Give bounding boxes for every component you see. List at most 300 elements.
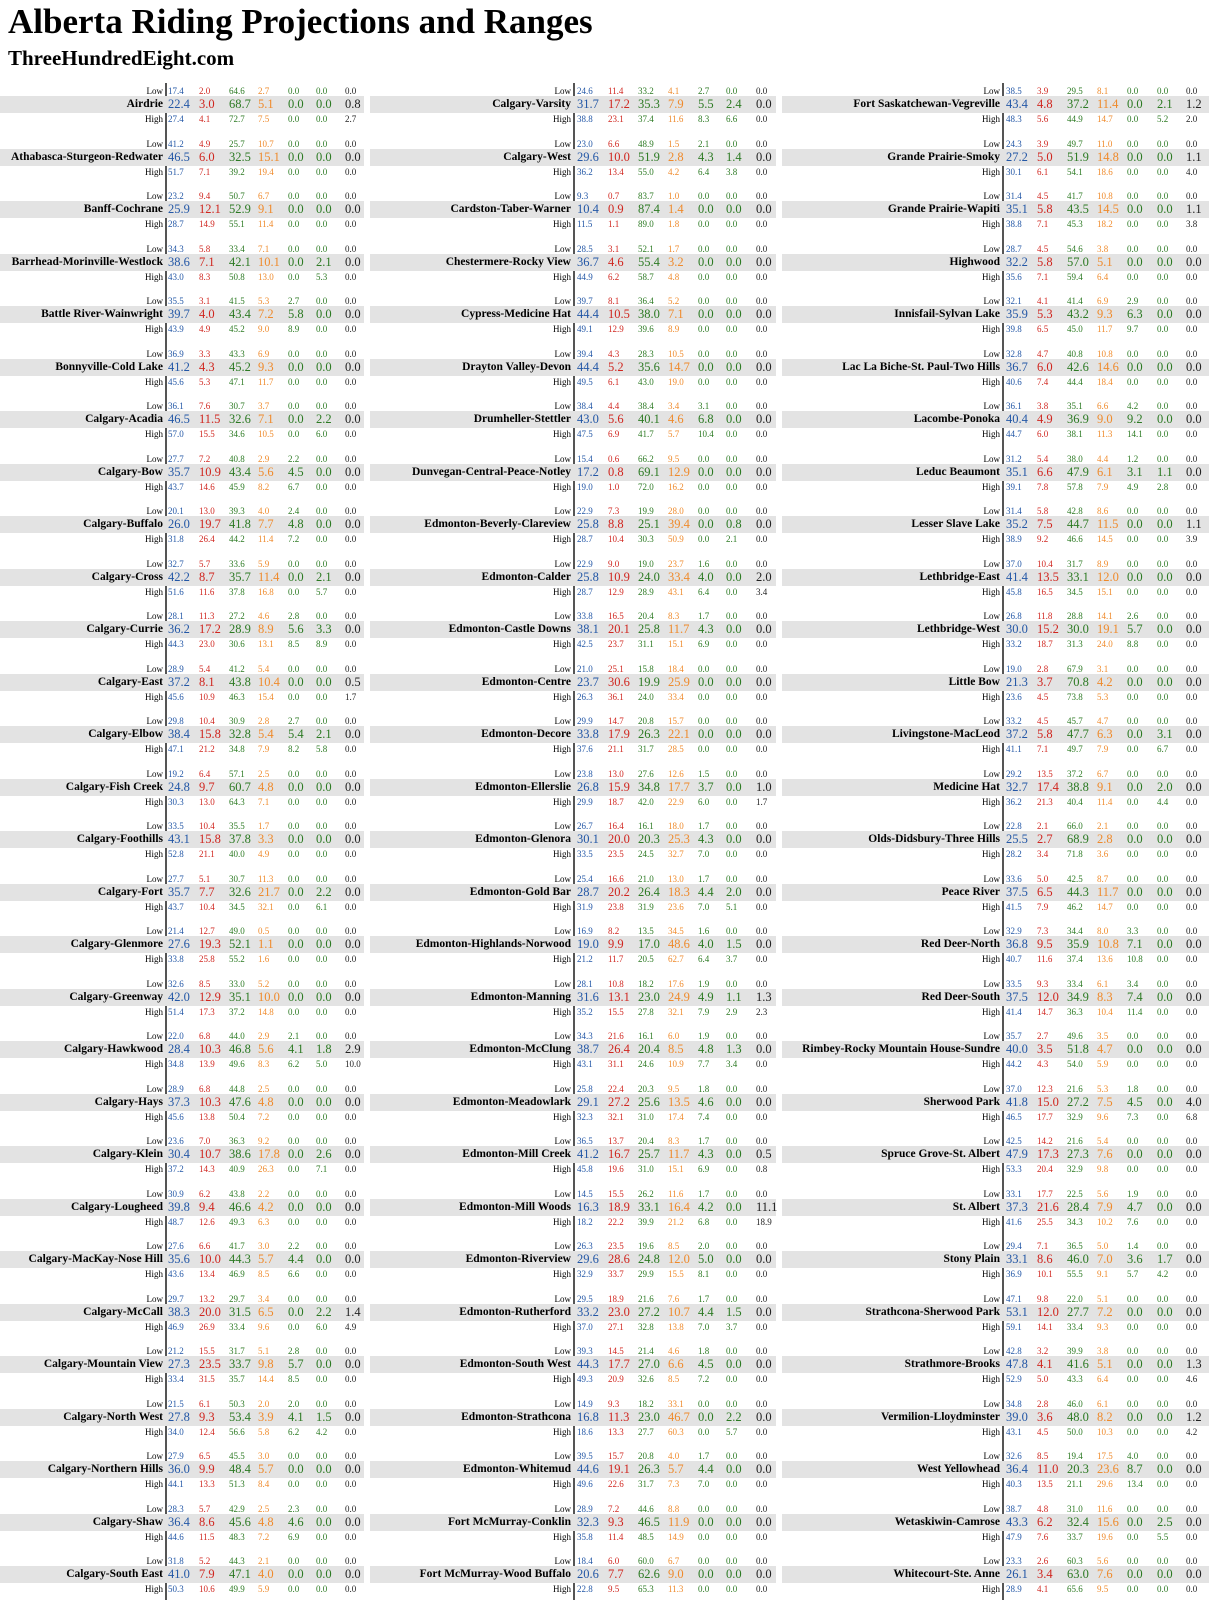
party-value: 1.7 xyxy=(1157,1252,1173,1266)
party-value: 0.0 xyxy=(756,86,768,96)
riding-block xyxy=(370,188,782,241)
party-value: 25.7 xyxy=(638,1147,660,1161)
party-value: 0.0 xyxy=(1127,191,1139,201)
party-value: 16.4 xyxy=(608,821,624,831)
riding-name: Athabasca-Sturgeon-Redwater xyxy=(10,150,163,163)
party-value: 14.1 xyxy=(1097,611,1113,621)
party-value: 0.0 xyxy=(345,954,357,964)
party-value: 0.0 xyxy=(316,1269,328,1279)
party-value: 15.4 xyxy=(258,691,274,702)
party-value: 3.4 xyxy=(1037,1567,1053,1581)
party-value: 4.2 xyxy=(1186,1426,1198,1437)
party-value: 15.1 xyxy=(1097,586,1113,597)
high-label: High xyxy=(553,586,571,597)
riding-block xyxy=(0,1343,370,1396)
party-value: 49.6 xyxy=(229,1059,245,1069)
party-value: 24.6 xyxy=(638,1059,654,1069)
high-label: High xyxy=(982,1059,1000,1069)
riding-block xyxy=(782,766,1215,819)
party-value: 43.4 xyxy=(229,464,251,479)
party-value: 0.0 xyxy=(726,307,742,321)
party-value: 4.8 xyxy=(1037,1503,1049,1514)
party-value: 50.3 xyxy=(168,1584,184,1594)
party-value: 49.6 xyxy=(1067,1031,1083,1041)
party-value: 0.0 xyxy=(1157,1451,1169,1461)
party-value: 2.8 xyxy=(288,1346,300,1356)
high-range-row xyxy=(370,1059,776,1070)
party-value: 0.0 xyxy=(1157,937,1173,951)
party-value: 67.9 xyxy=(1067,663,1083,674)
low-label: Low xyxy=(983,1556,1000,1566)
riding-name: Lacombe-Ponoka xyxy=(913,413,1000,425)
party-value: 0.0 xyxy=(1186,639,1198,649)
party-value: 32.1 xyxy=(608,1111,624,1122)
party-value: 4.5 xyxy=(1037,691,1049,702)
party-value: 40.8 xyxy=(1067,348,1083,359)
low-label: Low xyxy=(146,86,163,96)
riding-name: Battle River-Wainwright xyxy=(41,308,163,320)
party-value: 28.0 xyxy=(668,506,684,516)
party-value: 7.0 xyxy=(698,901,710,912)
party-value: 0.0 xyxy=(345,611,357,621)
low-label: Low xyxy=(983,821,1000,831)
party-value: 0.0 xyxy=(345,796,357,807)
high-label: High xyxy=(145,1374,163,1384)
party-value: 38.3 xyxy=(168,1304,190,1319)
low-label: Low xyxy=(983,663,1000,674)
party-value: 0.0 xyxy=(288,796,300,807)
party-value: 30.0 xyxy=(1006,622,1028,636)
party-value: 0.0 xyxy=(756,464,772,479)
party-value: 0.0 xyxy=(1127,1136,1139,1146)
party-value: 27.7 xyxy=(168,873,184,884)
low-label: Low xyxy=(146,978,163,989)
party-value: 6.8 xyxy=(698,412,714,426)
riding-name: Livingstone-MacLeod xyxy=(892,728,1000,740)
party-value: 38.6 xyxy=(229,1147,251,1161)
party-value: 43.4 xyxy=(1006,97,1028,111)
party-value: 26.7 xyxy=(577,821,593,831)
party-value: 7.7 xyxy=(199,884,215,899)
party-value: 6.4 xyxy=(1097,1374,1109,1384)
riding-name: Dunvegan-Central-Peace-Notley xyxy=(411,465,571,478)
party-value: 0.0 xyxy=(316,937,332,951)
party-value: 1.6 xyxy=(698,926,710,936)
low-label: Low xyxy=(983,243,1000,254)
riding-name: Edmonton-Highlands-Norwood xyxy=(415,938,571,950)
party-value: 10.9 xyxy=(199,464,221,479)
low-label: Low xyxy=(554,191,571,201)
party-value: 7.7 xyxy=(698,1059,710,1069)
party-value: 0.0 xyxy=(1186,978,1198,989)
high-range-row xyxy=(782,1059,1209,1070)
party-value: 11.3 xyxy=(668,1584,684,1594)
party-value: 73.8 xyxy=(1067,691,1083,702)
party-value: 5.7 xyxy=(258,1252,274,1266)
party-value: 43.0 xyxy=(168,271,184,282)
party-value: 11.3 xyxy=(1097,429,1113,439)
party-value: 5.8 xyxy=(199,243,211,254)
riding-block xyxy=(370,1291,782,1344)
party-value: 3.6 xyxy=(1097,849,1109,859)
party-value: 0.0 xyxy=(345,989,361,1004)
party-value: 5.7 xyxy=(199,1503,211,1514)
party-value: 37.2 xyxy=(229,1006,245,1017)
party-value: 17.2 xyxy=(608,97,630,111)
party-value: 45.6 xyxy=(229,1514,251,1529)
party-value: 7.1 xyxy=(1127,937,1143,951)
party-value: 1.7 xyxy=(698,1451,710,1461)
party-value: 0.0 xyxy=(345,517,361,531)
party-value: 26.3 xyxy=(638,1462,660,1476)
party-value: 49.1 xyxy=(577,324,593,334)
party-value: 2.7 xyxy=(698,86,710,96)
party-value: 50.8 xyxy=(229,271,245,282)
party-value: 0.0 xyxy=(1127,832,1143,846)
party-value: 34.0 xyxy=(168,1426,184,1437)
projection-row xyxy=(0,1356,364,1373)
party-value: 0.0 xyxy=(1157,1398,1169,1409)
party-value: 47.5 xyxy=(577,429,593,439)
riding-name: Spruce Grove-St. Albert xyxy=(881,1148,1000,1160)
projection-row xyxy=(782,1566,1209,1583)
riding-name: Calgary-Elbow xyxy=(88,728,163,740)
party-value: 4.5 xyxy=(1037,191,1049,201)
party-value: 0.0 xyxy=(345,534,357,544)
party-value: 39.9 xyxy=(1067,1346,1083,1356)
party-value: 5.6 xyxy=(288,622,304,636)
party-value: 1.3 xyxy=(1186,1357,1202,1371)
party-value: 0.0 xyxy=(1186,1252,1202,1266)
party-value: 14.9 xyxy=(577,1398,593,1409)
party-value: 8.3 xyxy=(258,1059,270,1069)
party-value: 5.3 xyxy=(316,271,328,282)
party-value: 15.8 xyxy=(199,832,221,846)
party-value: 7.6 xyxy=(1097,1567,1113,1581)
party-value: 0.0 xyxy=(1157,611,1169,621)
party-value: 33.2 xyxy=(638,86,654,96)
party-value: 16.9 xyxy=(577,926,593,936)
party-value: 4.0 xyxy=(1186,166,1198,177)
projection-row xyxy=(0,254,364,271)
party-value: 7.5 xyxy=(1037,517,1053,531)
party-value: 17.9 xyxy=(608,727,630,741)
party-value: 8.3 xyxy=(668,1136,680,1146)
party-value: 22.0 xyxy=(168,1031,184,1041)
party-value: 0.0 xyxy=(726,296,738,306)
party-value: 0.0 xyxy=(726,716,738,726)
high-label: High xyxy=(982,1006,1000,1017)
party-value: 3.1 xyxy=(698,401,710,411)
party-value: 2.0 xyxy=(1157,779,1173,794)
party-value: 7.1 xyxy=(316,1164,328,1174)
party-value: 40.9 xyxy=(229,1164,245,1174)
party-value: 0.0 xyxy=(756,768,768,779)
party-value: 0.0 xyxy=(756,149,772,164)
party-value: 15.5 xyxy=(668,1269,684,1279)
high-label: High xyxy=(982,1374,1000,1384)
high-label: High xyxy=(553,1479,571,1489)
party-value: 0.0 xyxy=(1157,534,1169,544)
low-label: Low xyxy=(983,926,1000,936)
party-value: 24.0 xyxy=(1097,639,1113,649)
projection-row xyxy=(0,1041,364,1058)
party-value: 7.1 xyxy=(258,243,270,254)
party-value: 0.0 xyxy=(345,1409,361,1424)
party-value: 34.5 xyxy=(1067,586,1083,597)
party-value: 2.0 xyxy=(726,884,742,899)
party-value: 0.0 xyxy=(698,674,714,689)
party-value: 10.4 xyxy=(199,716,215,726)
party-value: 0.0 xyxy=(1186,1514,1202,1529)
high-label: High xyxy=(982,429,1000,439)
party-value: 15.7 xyxy=(668,716,684,726)
party-value: 20.1 xyxy=(168,506,184,516)
party-value: 28.7 xyxy=(168,219,184,229)
party-value: 0.0 xyxy=(756,1567,772,1581)
party-value: 16.8 xyxy=(577,1409,599,1424)
party-value: 0.0 xyxy=(345,271,357,282)
party-value: 0.0 xyxy=(1127,663,1139,674)
party-value: 35.1 xyxy=(1006,202,1028,216)
party-value: 5.1 xyxy=(258,97,274,111)
party-value: 46.6 xyxy=(1067,534,1083,544)
low-label: Low xyxy=(983,558,1000,569)
party-value: 21.2 xyxy=(668,1216,684,1227)
party-value: 2.2 xyxy=(288,1241,300,1251)
party-value: 1.8 xyxy=(698,1083,710,1094)
party-value: 26.4 xyxy=(608,1042,630,1056)
party-value: 10.4 xyxy=(577,202,599,216)
party-value: 5.7 xyxy=(316,586,328,597)
high-label: High xyxy=(553,429,571,439)
party-value: 5.4 xyxy=(199,663,211,674)
riding-name: Lethbridge-East xyxy=(919,570,1000,583)
low-label: Low xyxy=(983,716,1000,726)
party-value: 0.0 xyxy=(316,1479,328,1489)
party-value: 23.6 xyxy=(1006,691,1022,702)
party-value: 38.9 xyxy=(1006,534,1022,544)
high-range-row xyxy=(782,1584,1209,1595)
party-value: 12.9 xyxy=(608,324,624,334)
riding-name: St. Albert xyxy=(952,1200,1000,1213)
party-value: 0.0 xyxy=(756,307,772,321)
party-value: 29.5 xyxy=(1067,86,1083,96)
party-value: 5.7 xyxy=(668,429,680,439)
party-value: 0.0 xyxy=(756,1059,768,1069)
party-value: 33.0 xyxy=(229,978,245,989)
party-value: 0.0 xyxy=(756,849,768,859)
party-value: 2.8 xyxy=(1157,481,1169,492)
party-value: 32.6 xyxy=(168,978,184,989)
party-value: 0.0 xyxy=(726,1357,742,1371)
party-value: 45.8 xyxy=(1006,586,1022,597)
party-value: 0.0 xyxy=(1186,1199,1202,1214)
party-value: 0.0 xyxy=(1186,412,1202,426)
party-value: 0.0 xyxy=(1157,622,1173,636)
party-value: 26.3 xyxy=(577,1241,593,1251)
party-value: 19.6 xyxy=(1097,1531,1113,1542)
party-value: 0.0 xyxy=(1157,166,1169,177)
projection-row xyxy=(0,726,364,743)
projection-row xyxy=(782,1146,1209,1163)
party-value: 7.2 xyxy=(288,534,300,544)
riding-name: Fort McMurray-Wood Buffalo xyxy=(419,1568,571,1580)
party-value: 26.9 xyxy=(199,1321,215,1332)
party-value: 4.4 xyxy=(698,1462,714,1476)
party-value: 0.0 xyxy=(698,1531,710,1542)
party-value: 11.6 xyxy=(1097,1503,1113,1514)
low-label: Low xyxy=(554,453,571,464)
party-value: 2.0 xyxy=(698,1241,710,1251)
party-value: 0.0 xyxy=(316,534,328,544)
party-value: 2.6 xyxy=(1127,611,1139,621)
party-value: 1.4 xyxy=(726,149,742,164)
high-range-row xyxy=(782,692,1209,703)
party-value: 36.4 xyxy=(1006,1462,1028,1476)
party-value: 33.8 xyxy=(168,954,184,964)
party-value: 4.9 xyxy=(199,324,211,334)
party-value: 0.0 xyxy=(1157,271,1169,282)
riding-name: Cardston-Taber-Warner xyxy=(450,203,571,215)
party-value: 15.5 xyxy=(199,429,215,439)
party-value: 1.3 xyxy=(726,1042,742,1056)
party-value: 0.0 xyxy=(345,832,361,846)
party-value: 7.2 xyxy=(258,1531,270,1542)
party-value: 0.0 xyxy=(726,429,738,439)
riding-name: Edmonton-Calder xyxy=(481,570,571,583)
party-value: 0.0 xyxy=(288,558,300,569)
party-value: 47.8 xyxy=(1006,1357,1028,1371)
party-value: 7.2 xyxy=(608,1503,620,1514)
low-label: Low xyxy=(146,191,163,201)
party-value: 25.8 xyxy=(638,622,660,636)
party-value: 7.6 xyxy=(1097,1147,1113,1161)
party-value: 10.4 xyxy=(608,534,624,544)
party-value: 19.9 xyxy=(638,674,660,689)
low-label: Low xyxy=(554,1451,571,1461)
party-value: 29.6 xyxy=(577,149,599,164)
party-value: 1.2 xyxy=(1186,97,1202,111)
party-value: 6.2 xyxy=(288,1059,300,1069)
party-value: 52.1 xyxy=(638,243,654,254)
party-value: 8.7 xyxy=(199,569,215,584)
party-value: 33.6 xyxy=(1006,873,1022,884)
party-value: 44.6 xyxy=(168,1531,184,1542)
party-value: 46.9 xyxy=(229,1269,245,1279)
party-value: 0.0 xyxy=(316,611,328,621)
party-value: 0.0 xyxy=(1157,296,1169,306)
high-range-row xyxy=(370,1007,776,1018)
party-value: 0.0 xyxy=(1186,348,1198,359)
party-value: 30.0 xyxy=(1067,622,1089,636)
low-label: Low xyxy=(146,138,163,149)
party-value: 7.6 xyxy=(199,401,211,411)
high-label: High xyxy=(553,114,571,124)
party-value: 37.8 xyxy=(229,586,245,597)
party-value: 0.0 xyxy=(288,779,304,794)
party-value: 15.0 xyxy=(1037,1094,1059,1109)
party-value: 0.8 xyxy=(756,1164,768,1174)
high-range-row xyxy=(0,587,364,598)
party-value: 0.0 xyxy=(698,1556,710,1566)
party-value: 22.2 xyxy=(608,1216,624,1227)
party-value: 0.0 xyxy=(756,691,768,702)
party-value: 0.6 xyxy=(608,453,620,464)
party-value: 0.0 xyxy=(1157,401,1169,411)
party-value: 0.0 xyxy=(756,1083,768,1094)
party-value: 0.0 xyxy=(288,412,304,426)
party-value: 8.5 xyxy=(199,978,211,989)
party-value: 0.0 xyxy=(756,429,768,439)
riding-name: Calgary-West xyxy=(503,150,571,163)
party-value: 31.5 xyxy=(229,1304,251,1319)
party-value: 15.2 xyxy=(1037,622,1059,636)
party-value: 0.0 xyxy=(288,1451,300,1461)
riding-name: Edmonton-Mill Creek xyxy=(462,1148,571,1160)
party-value: 6.7 xyxy=(668,1556,680,1566)
party-value: 11.8 xyxy=(1037,611,1053,621)
party-value: 0.0 xyxy=(1186,1567,1202,1581)
party-value: 0.0 xyxy=(1127,1531,1139,1542)
party-value: 46.5 xyxy=(168,412,190,426)
party-value: 0.0 xyxy=(1157,307,1173,321)
riding-name: Calgary-Shaw xyxy=(92,1515,163,1528)
party-value: 0.0 xyxy=(288,1304,304,1319)
party-value: 57.1 xyxy=(229,768,245,779)
party-value: 3.3 xyxy=(316,622,332,636)
riding-block xyxy=(0,503,370,556)
projection-row xyxy=(0,779,364,796)
riding-block xyxy=(782,1028,1215,1081)
riding-name: Red Deer-South xyxy=(921,990,1000,1003)
projection-row xyxy=(370,1304,776,1321)
high-range-row xyxy=(0,429,364,440)
high-range-row xyxy=(370,1164,776,1175)
party-value: 0.0 xyxy=(726,1567,742,1581)
high-range-row xyxy=(370,692,776,703)
party-value: 2.7 xyxy=(1037,832,1053,846)
party-value: 0.0 xyxy=(698,1426,710,1437)
projection-row xyxy=(0,936,364,953)
party-value: 0.0 xyxy=(1186,401,1198,411)
party-value: 13.4 xyxy=(1127,1479,1143,1489)
party-value: 25.8 xyxy=(199,954,215,964)
party-value: 5.1 xyxy=(1097,1357,1113,1371)
party-value: 7.3 xyxy=(608,506,620,516)
party-value: 6.0 xyxy=(199,149,215,164)
party-value: 4.7 xyxy=(1097,1042,1113,1056)
party-value: 22.4 xyxy=(608,1083,624,1094)
party-value: 31.4 xyxy=(1006,191,1022,201)
riding-block xyxy=(0,818,370,871)
party-value: 16.6 xyxy=(608,873,624,884)
riding-name: Grande Prairie-Smoky xyxy=(887,150,1000,163)
party-value: 30.3 xyxy=(638,534,654,544)
party-value: 0.0 xyxy=(1157,1346,1169,1356)
high-label: High xyxy=(982,796,1000,807)
riding-name: Little Bow xyxy=(948,675,1000,688)
party-value: 6.9 xyxy=(288,1531,300,1542)
party-value: 26.4 xyxy=(638,884,660,899)
party-value: 0.0 xyxy=(726,376,738,387)
riding-block xyxy=(0,923,370,976)
party-value: 29.2 xyxy=(1006,768,1022,779)
party-value: 37.4 xyxy=(1067,954,1083,964)
party-value: 25.3 xyxy=(668,832,690,846)
riding-block xyxy=(782,1343,1215,1396)
party-value: 2.4 xyxy=(726,97,742,111)
